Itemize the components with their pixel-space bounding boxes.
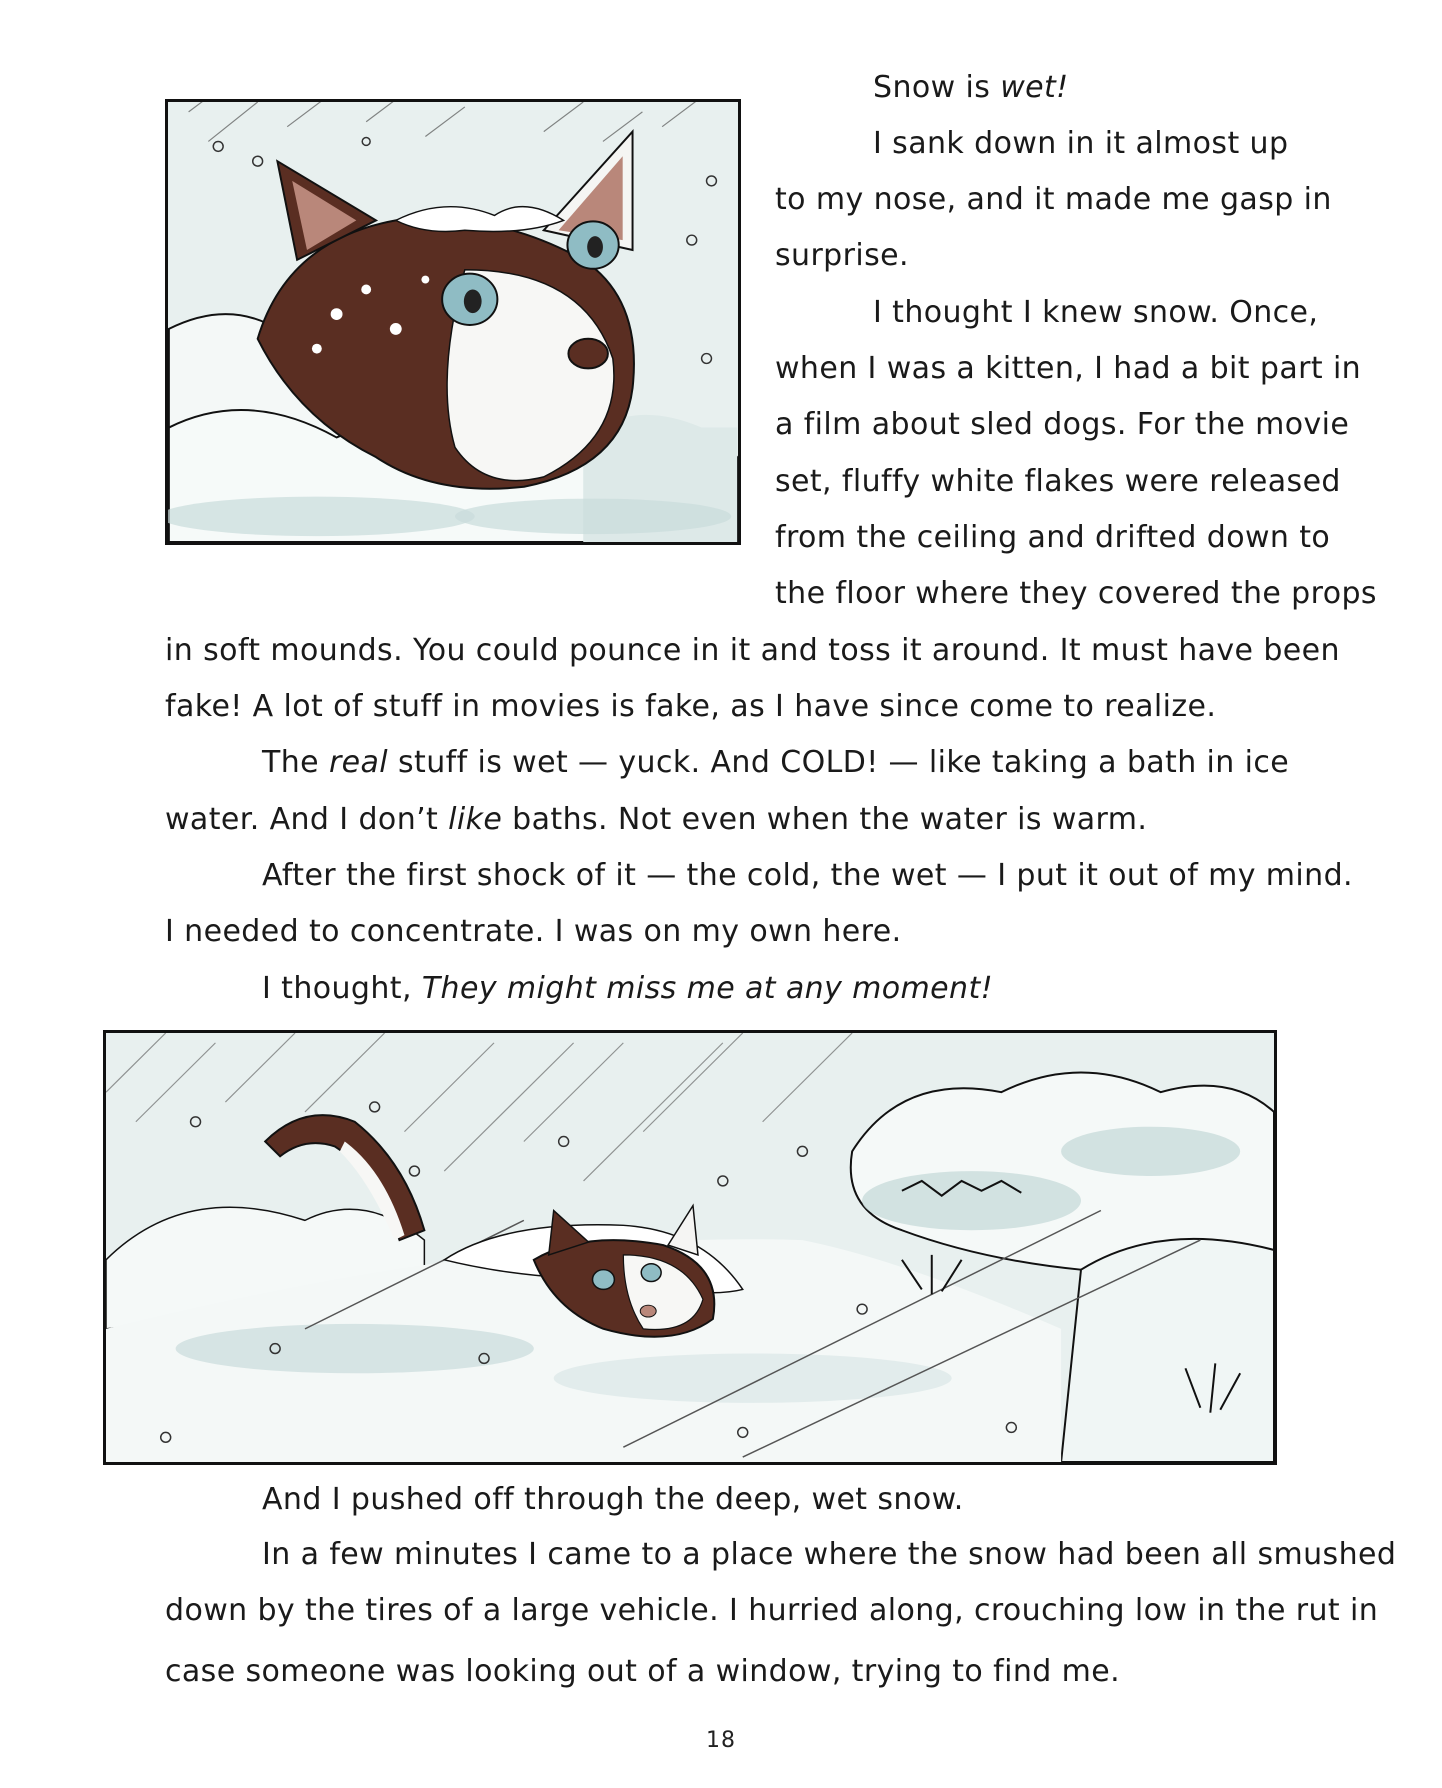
text-line: And I pushed off through the deep, wet snow. xyxy=(262,1482,964,1517)
text-line: surprise. xyxy=(775,238,909,273)
cat-in-snow-art xyxy=(106,1033,1274,1462)
text-line: down by the tires of a large vehicle. I hurried along, crouching low in the rut in xyxy=(165,1593,1379,1628)
text-line: from the ceiling and drifted down to xyxy=(775,520,1331,555)
text-line xyxy=(262,743,1289,783)
emphasis-text: They might miss me at any moment! xyxy=(421,971,994,1006)
text-line-part: stuff is wet — yuck. And COLD! — like taking a bath in ice xyxy=(388,745,1290,780)
text-line xyxy=(165,800,1147,840)
text-line: I needed to concentrate. I was on my own here. xyxy=(165,914,902,949)
illustration-cat-in-snow xyxy=(103,1030,1277,1465)
page-number: 18 xyxy=(706,1728,736,1753)
text-line: when I was a kitten, I had a bit part in xyxy=(775,351,1362,386)
text-line: in soft mounds. You could pounce in it and toss it around. It must have been xyxy=(165,633,1340,668)
text-line xyxy=(262,969,993,1009)
text-line: fake! A lot of stuff in movies is fake, as I have since come to realize. xyxy=(165,689,1217,724)
emphasis-text: like xyxy=(448,802,503,837)
text-line: a film about sled dogs. For the movie xyxy=(775,407,1350,442)
text-line-part: Snow is xyxy=(873,70,1001,105)
cat-closeup-art xyxy=(168,102,738,542)
text-line-part: baths. Not even when the water is warm. xyxy=(502,802,1148,837)
text-line: the floor where they covered the props xyxy=(775,576,1377,611)
text-line: case someone was looking out of a window, trying to find me. xyxy=(165,1654,1121,1689)
text-line: I thought I knew snow. Once, xyxy=(873,295,1319,330)
text-line-part: The xyxy=(262,745,329,780)
illustration-cat-closeup xyxy=(165,99,741,545)
text-line: In a few minutes I came to a place where the snow had been all smushed xyxy=(262,1537,1397,1572)
text-line: After the first shock of it — the cold, the wet — I put it out of my mind. xyxy=(262,858,1353,893)
text-line xyxy=(873,68,1069,108)
text-line: to my nose, and it made me gasp in xyxy=(775,182,1332,217)
emphasis-text: wet! xyxy=(1000,70,1069,105)
text-line: I sank down in it almost up xyxy=(873,126,1289,161)
text-line-part: I thought, xyxy=(262,971,422,1006)
text-line: set, fluffy white flakes were released xyxy=(775,464,1341,499)
text-line-part: water. And I don’t xyxy=(165,802,449,837)
emphasis-text: real xyxy=(328,745,389,780)
